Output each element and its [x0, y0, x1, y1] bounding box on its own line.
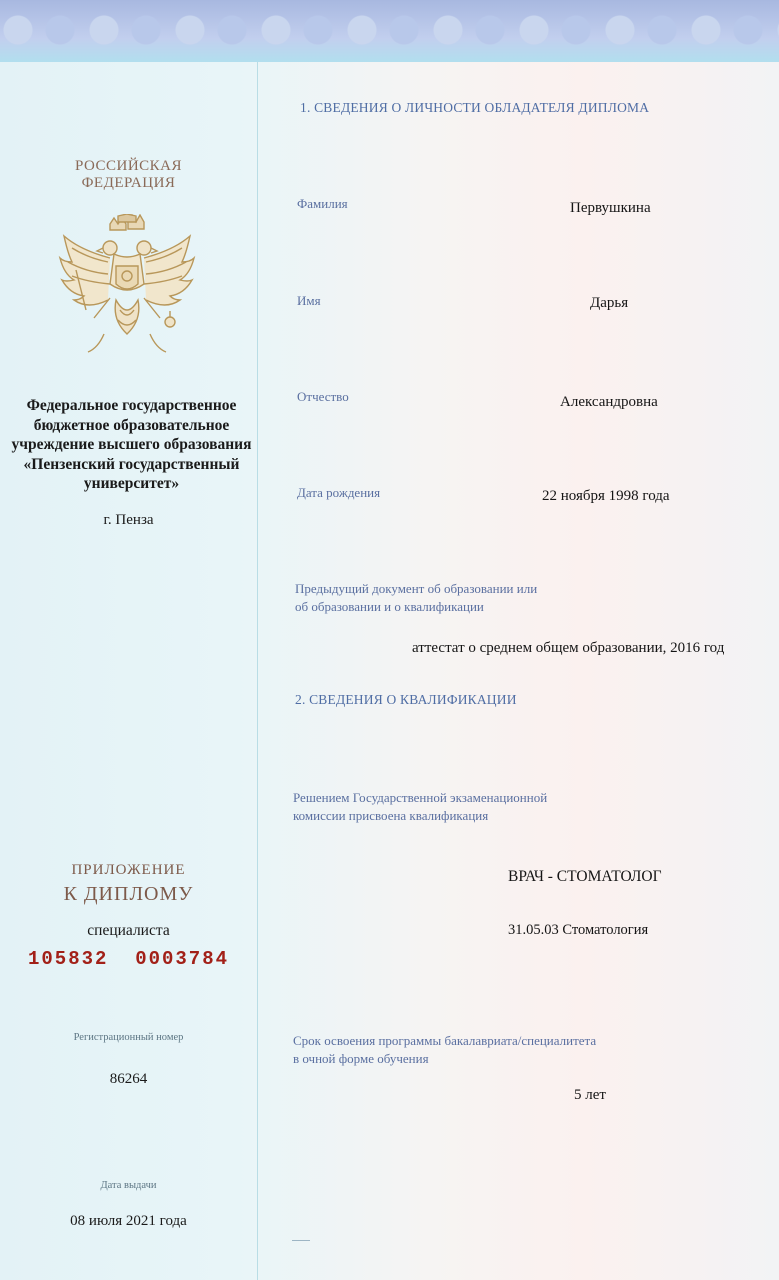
qualification-label-line-2: комиссии присвоена квалификация — [293, 808, 489, 823]
issue-date-label: Дата выдачи — [100, 1180, 157, 1191]
page-divider — [257, 62, 258, 1280]
left-panel — [0, 0, 257, 1280]
issue-date: 08 июля 2021 года — [70, 1213, 187, 1229]
degree-type: специалиста — [87, 922, 170, 939]
university-line: учреждение высшего образования — [11, 436, 252, 453]
end-dash — [292, 1240, 310, 1241]
qualification-label — [293, 789, 633, 825]
previous-document-label-line-2: об образовании и о квалификации — [295, 599, 484, 614]
study-term-label — [293, 1032, 713, 1068]
coat-of-arms-icon — [58, 214, 196, 360]
university-name — [6, 396, 257, 494]
previous-document-label-line-1: Предыдущий документ об образовании или — [295, 581, 538, 596]
country-line-2: ФЕДЕРАЦИЯ — [81, 175, 176, 191]
surname-value: Первушкина — [570, 200, 651, 216]
university-line: бюджетное образовательное — [33, 416, 230, 434]
supplement-title-line-1: ПРИЛОЖЕНИЕ — [71, 862, 186, 878]
previous-document-label — [295, 580, 615, 616]
birth-date-value: 22 ноября 1998 года — [542, 488, 670, 504]
supplement-title-line-2: К ДИПЛОМУ — [63, 883, 194, 905]
previous-document-value: аттестат о среднем общем образовании, 2016 год — [412, 640, 725, 656]
registration-number: 86264 — [109, 1071, 148, 1087]
university-line: университет» — [83, 475, 180, 492]
specialty-value: 31.05.03 Стоматология — [508, 922, 649, 938]
country-title — [0, 158, 257, 192]
university-line: «Пензенский государственный — [23, 455, 240, 473]
serial-number: 105832 0003784 — [27, 948, 230, 970]
section-1-title: 1. СВЕДЕНИЯ О ЛИЧНОСТИ ОБЛАДАТЕЛЯ ДИПЛОМА — [300, 100, 650, 115]
registration-number-label: Регистрационный номер — [73, 1032, 184, 1043]
section-2-title: 2. СВЕДЕНИЯ О КВАЛИФИКАЦИИ — [295, 692, 517, 707]
patronymic-label: Отчество — [297, 389, 349, 404]
qualification-value: ВРАЧ - СТОМАТОЛОГ — [508, 868, 662, 885]
first-name-value: Дарья — [590, 295, 629, 311]
birth-date-label: Дата рождения — [297, 485, 381, 500]
right-panel — [260, 0, 779, 1280]
study-term-value: 5 лет — [574, 1087, 606, 1103]
city: г. Пенза — [103, 512, 154, 528]
surname-label: Фамилия — [297, 196, 348, 211]
patronymic-value: Александровна — [560, 394, 658, 410]
first-name-label: Имя — [297, 293, 321, 308]
study-term-label-line-1: Срок освоения программы бакалавриата/специалитета — [293, 1033, 597, 1048]
university-line: Федеральное государственное — [26, 397, 237, 414]
study-term-label-line-2: в очной форме обучения — [293, 1051, 429, 1066]
country-line-1: РОССИЙСКАЯ — [74, 158, 183, 174]
qualification-label-line-1: Решением Государственной экзаменационной — [293, 790, 548, 805]
